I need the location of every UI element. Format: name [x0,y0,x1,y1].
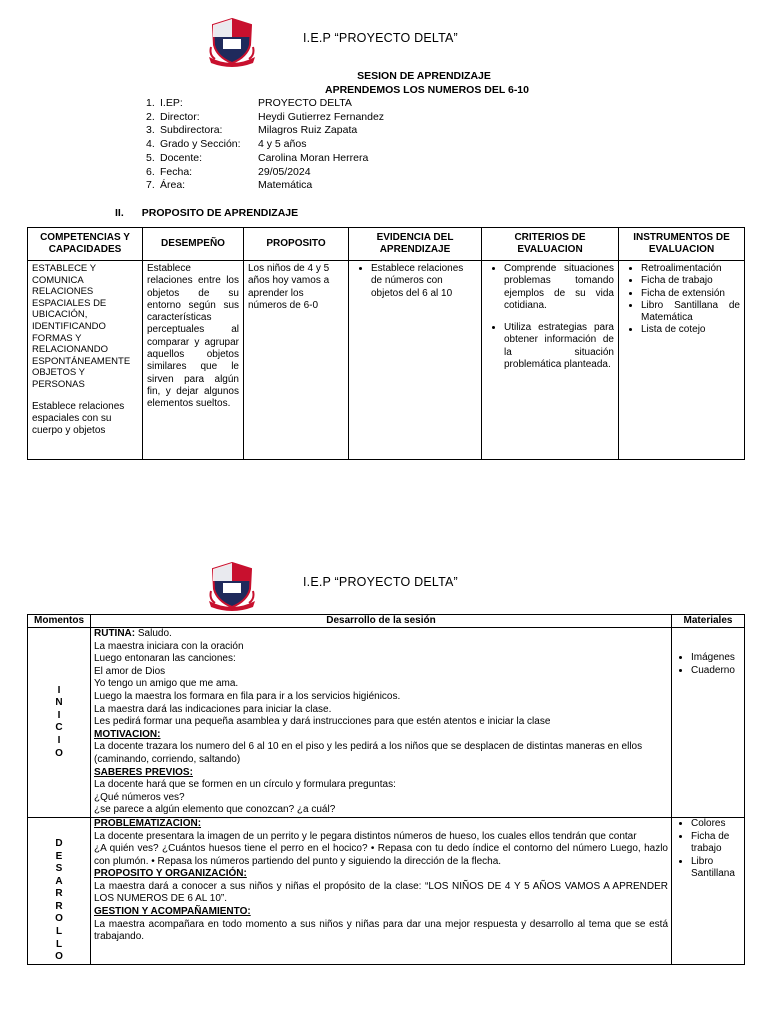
list-item: • Imágenes [691,652,741,665]
cell-desempeno: Establece relaciones entre los objetos de su entorno según sus características perceptuales al comparar y agrupar aquellos objetos similares que le sirven para algún fin, y dejar algunos elementos sueltos. [143,261,244,460]
header-competencias: COMPETENCIAS Y CAPACIDADES [28,228,143,261]
school-name-header: I.E.P “PROYECTO DELTA” [303,31,458,45]
desarrollo-content: PROBLEMATIZACION: La docente presentara la imagen de un perrito y le pegara distintos números de hueso, los cuales ellos tendrán que contar ¿A quién ves? ¿Cuántos huesos tiene el perro en el hocico? • Repasa con tu dedo índice el contorno del número Luego, hazlo con plumón. • Repasa los números partiendo del punto y siguiendo la dirección de la flecha. PROPOSITO Y ORGANIZACIÓN: La maestra dará a conocer a sus niños y niñas el propósito de la clase: “LOS NIÑOS DE 4 Y 5 AÑOS VAMOS A APRENDER LOS NUMEROS DE 6 AL 10”. GESTION Y ACOMPAÑAMIENTO: La maestra acompañara en todo momento a sus niños y niñas para dar una mejor respuesta y desarrollo al tema que se está trabajando. [91,817,672,964]
inicio-content: RUTINA: Saludo. La maestra iniciara con la oración Luego entonaran las canciones: El amor de Dios Yo tengo un amigo que me ama. Luego la maestra los formara en fila para ir a los servicios higiénicos. La maestra dará las indicaciones para iniciar la clase. Les pedirá formar una pequeña asamblea y dará instrucciones para que estén atentos e iniciar la clase MOTIVACION: La docente trazara los numero del 6 al 10 en el piso y les pedirá a los niños que se desplacen de distintas maneras en ellos (caminando, corriendo, saltando) SABERES PREVIOS: La docente hará que se formen en un círculo y formulara preguntas: ¿Qué números ves? ¿se parece a algún elemento que conozcan? ¿a cuál? [91,628,672,818]
list-item: • Comprende situaciones problemas tomando ejemplos de su vida cotidiana. [504,263,614,312]
general-info-list [146,97,384,193]
list-item: • Cuaderno [691,665,741,678]
header-materiales: Materiales [672,615,745,628]
moment-desarrollo: D E S A R R O L L O [28,817,91,964]
header-proposito: PROPOSITO [244,228,349,261]
header-momentos: Momentos [28,615,91,628]
info-row: 5. Docente: Carolina Moran Herrera [146,151,369,164]
section-2-heading: II. PROPOSITO DE APRENDIZAJE [115,207,299,219]
desarrollo-materiales [672,817,745,964]
session-title: SESION DE APRENDIZAJE [357,70,491,82]
list-item: • Libro Santillana de Matemática [641,300,740,325]
info-row: 1. I.EP: PROYECTO DELTA [146,97,352,109]
info-row: 2. Director: Heydi Gutierrez Fernandez [146,110,385,123]
header-criterios: CRITERIOS DE EVALUACION [482,228,619,261]
header-instrumentos: INSTRUMENTOS DE EVALUACION [619,228,745,261]
list-item: • Ficha de extensión [641,288,740,300]
inicio-materiales [672,628,745,818]
list-item: • Ficha de trabajo [641,275,740,287]
cell-proposito: Los niños de 4 y 5 años hoy vamos a aprender los números de 6-0 [244,261,349,460]
list-item: • Establece relaciones de números con objetos del 6 al 10 [371,263,477,300]
info-row: 4. Grado y Sección: 4 y 5 años [146,138,307,151]
header-desempeno: DESEMPEÑO [143,228,244,261]
school-crest-logo [207,17,257,69]
school-crest-logo [207,561,257,613]
purpose-table [27,227,745,460]
list-item: • Retroalimentación [641,263,740,275]
info-row: 3. Subdirectora: Milagros Ruiz Zapata [146,124,358,137]
moment-inicio: I N I C I O [28,628,91,818]
list-item: • Lista de cotejo [641,324,740,336]
cell-instrumentos [619,261,745,460]
cell-criterios [482,261,619,460]
info-row: 6. Fecha: 29/05/2024 [146,165,311,178]
cell-evidencia [349,261,482,460]
session-table [27,614,745,965]
header-desarrollo: Desarrollo de la sesión [91,615,672,628]
header-evidencia: EVIDENCIA DEL APRENDIZAJE [349,228,482,261]
list-item: • Utiliza estrategias para obtener información de la situación problemática planteada. [504,322,614,371]
session-subtitle: APRENDEMOS LOS NUMEROS DEL 6-10 [324,84,529,96]
school-name-header-page2: I.E.P “PROYECTO DELTA” [303,575,458,589]
info-row: 7. Área: Matemática [146,179,313,192]
list-item: • Ficha de trabajo [691,831,741,856]
cell-competencias: ESTABLECE Y COMUNICA RELACIONES ESPACIALES DE UBICACIÓN, IDENTIFICANDO FORMAS Y RELACIONANDO ESPONTÁNEAMENTE OBJETOS Y PERSONAS Establece relaciones espaciales con su cuerpo y objetos [28,261,143,460]
list-item: • Colores [691,818,741,831]
list-item: • Libro Santillana [691,856,741,881]
